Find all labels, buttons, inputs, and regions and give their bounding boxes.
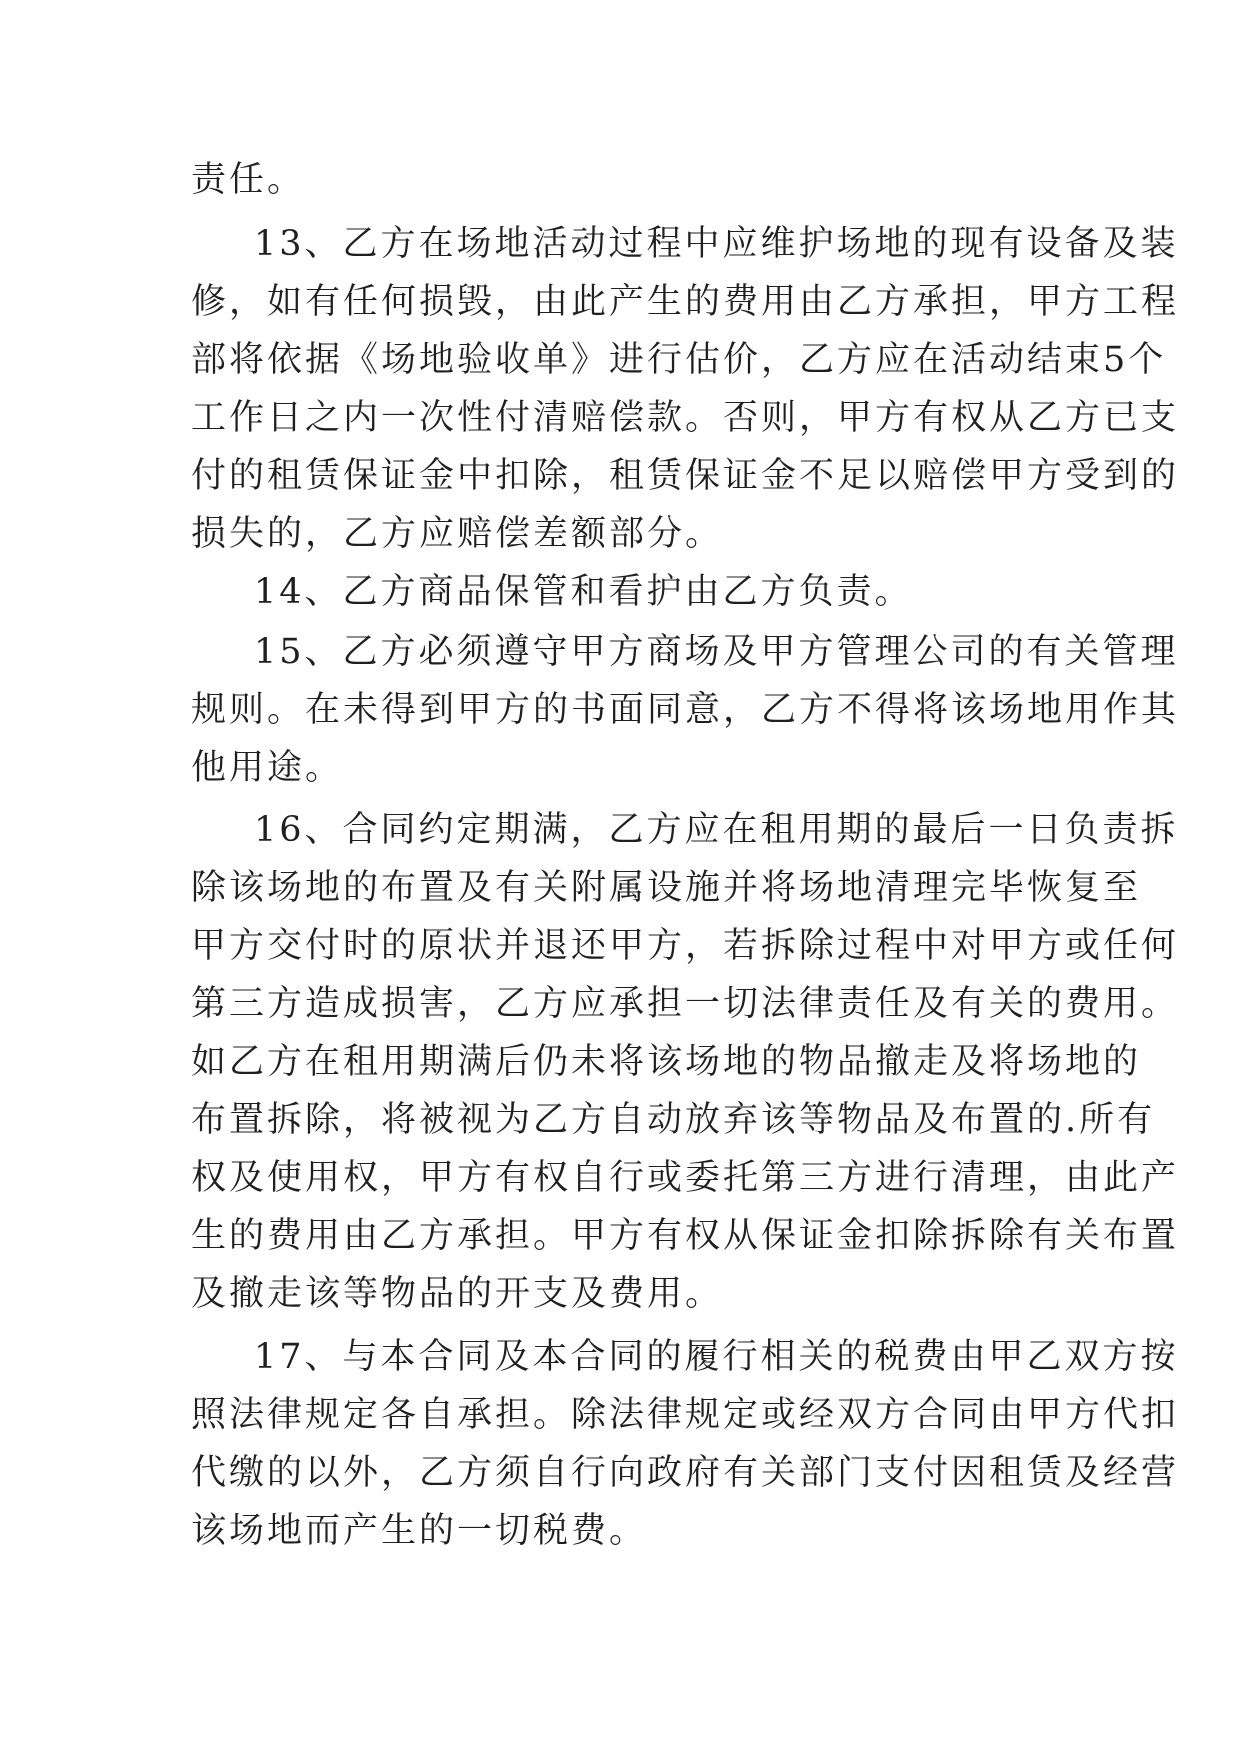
text-line: 付的租赁保证金中扣除，租赁保证金不足以赔偿甲方受到的: [191, 456, 1180, 496]
text-line: 布置拆除，将被视为乙方自动放弃该等物品及布置的.所有: [191, 1100, 1156, 1140]
text-line: 他用途。: [191, 748, 344, 788]
clause-13-line: 13、乙方在场地活动过程中应维护场地的现有设备及装: [254, 224, 1179, 264]
text-line: 该场地而产生的一切税费。: [191, 1511, 648, 1551]
text-line: 照法律规定各自承担。除法律规定或经双方合同由甲方代扣: [191, 1395, 1180, 1435]
text-line: 部将依据《场地验收单》进行估价，乙方应在活动结束5个: [191, 340, 1167, 380]
text-line: 损失的，乙方应赔偿差额部分。: [191, 514, 724, 554]
text-line: 甲方交付时的原状并退还甲方，若拆除过程中对甲方或任何: [191, 926, 1180, 966]
text-line: 除该场地的布置及有关附属设施并将场地清理完毕恢复至: [191, 868, 1142, 908]
text-line: 及撤走该等物品的开支及费用。: [191, 1274, 724, 1314]
text-line: 第三方造成损害，乙方应承担一切法律责任及有关的费用。: [191, 984, 1180, 1024]
text-line: 代缴的以外，乙方须自行向政府有关部门支付因租赁及经营: [191, 1453, 1180, 1493]
text-line: 修，如有任何损毁，由此产生的费用由乙方承担，甲方工程: [191, 282, 1180, 322]
text-line: 如乙方在租用期满后仍未将该场地的物品撤走及将场地的: [191, 1042, 1142, 1082]
text-line: 工作日之内一次性付清赔偿款。否则，甲方有权从乙方已支: [191, 398, 1180, 438]
clause-14-line: 14、乙方商品保管和看护由乙方负责。: [254, 572, 913, 612]
clause-15-line: 15、乙方必须遵守甲方商场及甲方管理公司的有关管理: [254, 632, 1179, 672]
text-line: 权及使用权，甲方有权自行或委托第三方进行清理，由此产: [191, 1158, 1180, 1198]
text-line: 责任。: [191, 160, 306, 200]
clause-16-line: 16、合同约定期满，乙方应在租用期的最后一日负责拆: [254, 810, 1179, 850]
clause-17-line: 17、与本合同及本合同的履行相关的税费由甲乙双方按: [254, 1337, 1179, 1377]
text-line: 规则。在未得到甲方的书面同意，乙方不得将该场地用作其: [191, 690, 1180, 730]
text-line: 生的费用由乙方承担。甲方有权从保证金扣除拆除有关布置: [191, 1216, 1180, 1256]
